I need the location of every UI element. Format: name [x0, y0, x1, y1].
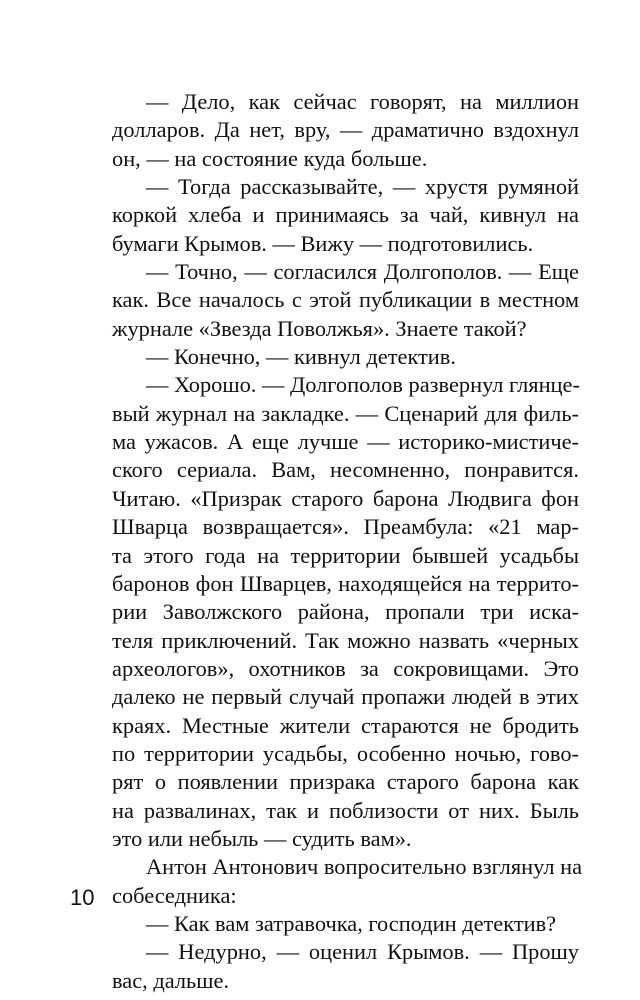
text-line: собеседника:	[112, 882, 237, 908]
text-line: Шварца возвращается». Преамбула: «21 мар-	[112, 514, 579, 540]
text-line: ского сериала. Вам, несомненно, понравится.	[112, 457, 579, 483]
text-line: баронов фон Шварцев, находящейся на террито-	[112, 570, 579, 596]
text-line: на развалинах, так и поблизости от них. Быль	[112, 797, 579, 823]
text-line: как. Все началось с этой публикации в местном	[112, 287, 579, 313]
text-line: ма ужасов. А еще лучше — историко-мистиче-	[112, 429, 579, 455]
text-line: долларов. Да нет, вру, — драматично вздохнул	[112, 117, 579, 143]
text-line: — Дело, как сейчас говорят, на миллион	[146, 89, 579, 114]
text-line: это или небыль — судить вам».	[112, 825, 412, 851]
text-line: археологов», охотников за сокровищами. Это	[112, 655, 579, 681]
text-line: Читаю. «Призрак старого барона Людвига фон	[112, 485, 579, 511]
text-line: журнале «Звезда Поволжья». Знаете такой?	[112, 315, 527, 341]
text-line: — Конечно, — кивнул детектив.	[146, 344, 456, 370]
text-line: теля приключений. Так можно назвать «черных	[112, 627, 579, 653]
text-line: рии Заволжского района, пропали три иска-	[112, 599, 579, 625]
text-line: — Хорошо. — Долгополов развернул глянце-	[146, 372, 580, 398]
text-line: Антон Антонович вопросительно взглянул на	[146, 854, 583, 880]
text-line: коркой хлеба и принимаясь за чай, кивнул на	[112, 202, 579, 228]
text-line: — Тогда рассказывайте, — хрустя румяной	[146, 174, 579, 200]
text-line: — Как вам затравочка, господин детектив?	[146, 910, 557, 936]
text-line: вый журнал на закладке. — Сценарий для филь-	[112, 400, 579, 426]
text-line: та этого года на территории бывшей усадьбы	[112, 542, 579, 568]
text-line: — Недурно, — оценил Крымов. — Прошу	[146, 939, 579, 965]
text-line: далеко не первый случай пропажи людей в этих	[112, 684, 579, 710]
text-line: — Точно, — согласился Долгополов. — Еще	[146, 259, 579, 285]
text-line: краях. Местные жители стараются не бродить	[112, 712, 579, 738]
text-line: бумаги Крымов. — Вижу — подготовились.	[112, 230, 534, 256]
text-line: вас, дальше.	[112, 967, 230, 993]
text-line: он, — на состояние куда больше.	[112, 145, 428, 171]
page-body-text	[112, 88, 583, 995]
page-number: 10	[70, 885, 95, 910]
text-line: по территории усадьбы, особенно ночью, гово-	[112, 740, 579, 766]
text-line: рят о появлении призрака старого барона как	[112, 769, 579, 795]
